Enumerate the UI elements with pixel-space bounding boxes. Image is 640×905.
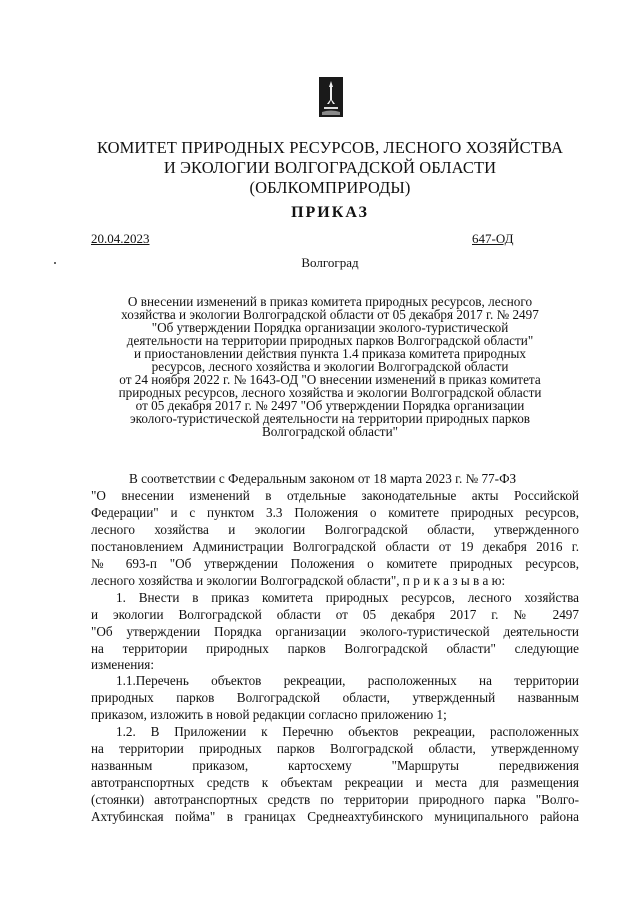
body-line: и экологии Волгоградской области от 05 декабря 2017 г. № 2497 — [91, 607, 579, 622]
body-line: приказом, изложить в новой редакции согласно приложению 1; — [91, 707, 447, 722]
subject-line: природных ресурсов, лесного хозяйства и экологии Волгоградской области — [118, 385, 542, 400]
body-line: Ахтубинская пойма" в границах Среднеахтубинского муниципального района — [91, 809, 579, 824]
body-line: постановлением Администрации Волгоградской области от 19 декабря 2016 г. — [91, 539, 579, 554]
body-line: (стоянки) автотранспортных средств по территории природного парка "Волго- — [91, 792, 579, 807]
subject-line: и приостановлении действия пункта 1.4 приказа комитета природных — [134, 346, 526, 361]
body-line: В соответствии с Федеральным законом от 18 марта 2023 г. № 77-ФЗ — [129, 471, 517, 486]
organization-name-line-2: И ЭКОЛОГИИ ВОЛГОГРАДСКОЙ ОБЛАСТИ — [163, 158, 497, 177]
document-number: 647-ОД — [472, 231, 514, 246]
body-line: "О внесении изменений в отдельные законодательные акты Российской — [91, 488, 579, 503]
body-line: № 693-п "Об утверждении Положения о комитете природных ресурсов, — [91, 556, 579, 571]
body-line: на территории природных парков Волгоградской области" следующие — [91, 641, 579, 656]
volgograd-emblem-icon — [318, 76, 344, 118]
body-line: 1. Внести в приказ комитета природных ресурсов, лесного хозяйства — [116, 590, 579, 605]
body-line: 1.1.Перечень объектов рекреации, расположенных на территории — [116, 673, 579, 688]
body-line: 1.2. В Приложении к Перечню объектов рекреации, расположенных — [116, 724, 579, 739]
document-type-title: ПРИКАЗ — [291, 204, 369, 221]
body-line: названным приказом, картосхему "Маршруты передвижения — [91, 758, 579, 773]
subject-line: от 24 ноября 2022 г. № 1643-ОД "О внесении изменений в приказ комитета — [119, 372, 541, 387]
organization-abbreviation: (ОБЛКОМПРИРОДЫ) — [249, 178, 411, 197]
document-city: Волгоград — [301, 255, 359, 270]
document-date: 20.04.2023 — [91, 231, 150, 246]
organization-name-line-1: КОМИТЕТ ПРИРОДНЫХ РЕСУРСОВ, ЛЕСНОГО ХОЗЯЙСТВА — [96, 138, 564, 157]
subject-line: эколого-туристической деятельности на территории природных парков — [129, 411, 531, 426]
body-line: автотранспортных средств к объектам рекреации и места для размещения — [91, 775, 579, 790]
body-line: лесного хозяйства и экологии Волгоградской области", п р и к а з ы в а ю: — [91, 573, 506, 588]
body-line: Федерации" и с пунктом 3.3 Положения о комитете природных ресурсов, — [91, 505, 579, 520]
body-line: лесного хозяйства и экологии Волгоградской области, утвержденного — [91, 522, 579, 537]
body-line: природных парков Волгоградской области, утвержденный названным — [91, 690, 579, 705]
subject-line: "Об утверждении Порядка организации эколого-туристической — [151, 320, 509, 335]
subject-line: О внесении изменений в приказ комитета природных ресурсов, лесного — [127, 294, 533, 309]
subject-line: от 05 декабря 2017 г. № 2497 "Об утверждении Порядка организации — [135, 398, 525, 413]
body-line: на территории природных парков Волгоградской области, утвержденному — [91, 741, 579, 756]
subject-line: ресурсов, лесного хозяйства и экологии Волгоградской области — [151, 359, 509, 374]
scan-speck — [54, 262, 56, 264]
subject-line: деятельности на территории природных парков Волгоградской области" — [126, 333, 534, 348]
body-line: изменения: — [91, 657, 155, 672]
subject-line: Волгоградской области" — [261, 424, 399, 439]
body-line: "Об утверждении Порядка организации эколого-туристической деятельности — [91, 624, 579, 639]
subject-line: хозяйства и экологии Волгоградской области от 05 декабря 2017 г. № 2497 — [121, 307, 539, 322]
